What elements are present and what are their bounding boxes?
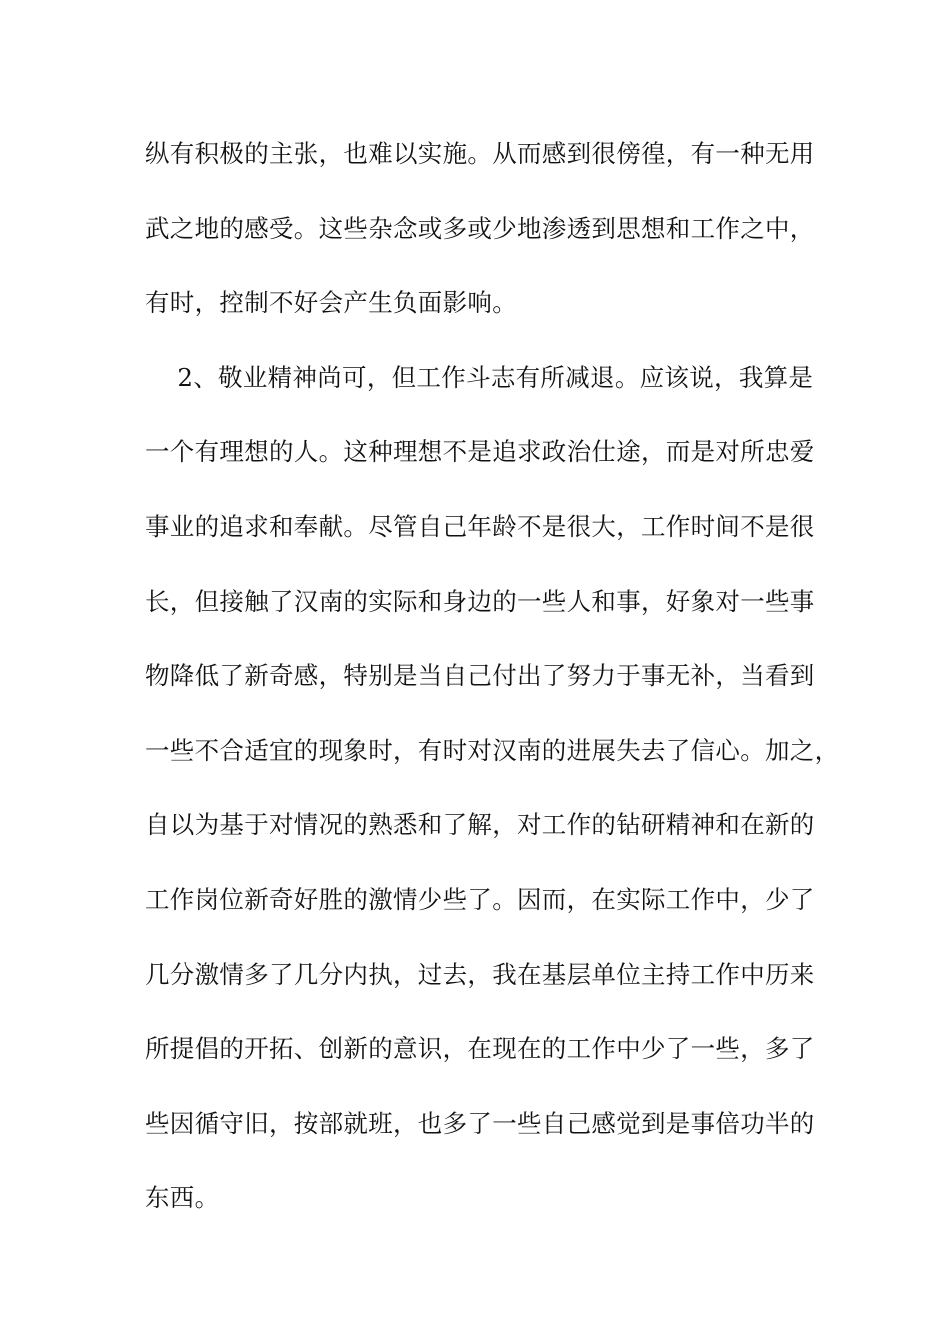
text-line: 所提倡的开拓、创新的意识，在现在的工作中少了一些，多了 <box>145 1034 815 1064</box>
text-line: 些因循守旧，按部就班，也多了一些自己感觉到是事倍功半的 <box>145 1108 815 1138</box>
text-line: 东西。 <box>145 1183 220 1213</box>
text-line: 2、敬业精神尚可，但工作斗志有所减退。应该说，我算是 <box>145 362 814 392</box>
text-line: 物降低了新奇感，特别是当自己付出了努力于事无补，当看到 <box>145 661 815 691</box>
body-text <box>145 132 840 1251</box>
text-line: 长，但接触了汉南的实际和身边的一些人和事，好象对一些事 <box>145 586 815 616</box>
text-line: 工作岗位新奇好胜的激情少些了。因而，在实际工作中，少了 <box>145 884 815 914</box>
text-line: 武之地的感受。这些杂念或多或少地渗透到思想和工作之中， <box>145 213 815 243</box>
text-line: 自以为基于对情况的熟悉和了解，对工作的钻研精神和在新的 <box>145 810 815 840</box>
text-line: 纵有积极的主张，也难以实施。从而感到很傍徨，有一种无用 <box>145 139 815 168</box>
text-line: 事业的追求和奉献。尽管自己年龄不是很大，工作时间不是很 <box>145 511 815 541</box>
text-line: 有时，控制不好会产生负面影响。 <box>145 288 517 318</box>
text-line: 几分激情多了几分内执，过去，我在基层单位主持工作中历来 <box>145 959 815 989</box>
text-line: 一些不合适宜的现象时，有时对汉南的进展失去了信心。加之， <box>145 735 840 765</box>
text-line: 一个有理想的人。这种理想不是追求政治仕途，而是对所忠爱 <box>145 437 815 467</box>
